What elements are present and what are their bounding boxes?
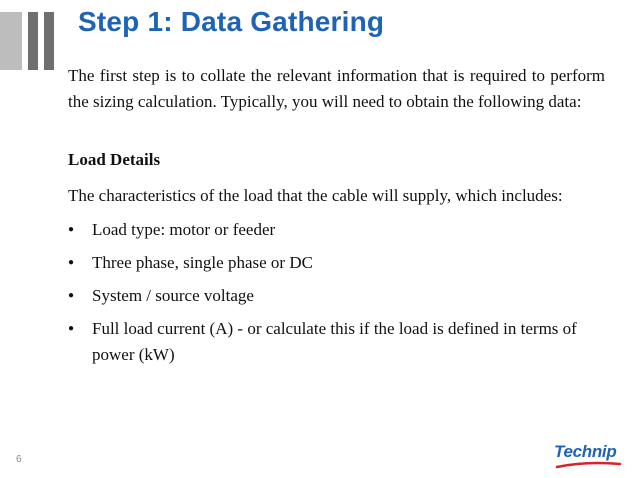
logo-swoosh-icon <box>556 460 622 470</box>
bullet-text: Load type: motor or feeder <box>92 220 276 239</box>
bullet-icon: ● <box>68 257 75 268</box>
bullet-list <box>68 217 605 368</box>
logo-text: Technip <box>554 442 617 461</box>
slide-title: Step 1: Data Gathering <box>78 6 385 37</box>
technip-logo <box>554 440 624 470</box>
bullet-icon: ● <box>68 224 75 235</box>
bullet-text: System / source voltage <box>92 286 254 305</box>
page-number: 6 <box>16 454 22 465</box>
bullet-item <box>68 217 605 243</box>
section-description: The characteristics of the load that the cable will supply, which includes: <box>68 186 563 205</box>
decorative-bar <box>0 12 22 70</box>
decorative-bars <box>0 12 70 80</box>
bullet-item <box>68 316 605 368</box>
bullet-item <box>68 283 605 309</box>
bullet-text: Full load current (A) - or calculate this if the load is defined in terms of power (kW) <box>92 319 577 364</box>
slide-content <box>68 63 605 375</box>
decorative-bar <box>28 12 38 70</box>
intro-paragraph: The first step is to collate the relevant information that is required to perform the sizing calculation. Typically, you will need to obtain the following data: <box>68 66 605 111</box>
bullet-item <box>68 250 605 276</box>
bullet-icon: ● <box>68 323 75 334</box>
bullet-text: Three phase, single phase or DC <box>92 253 313 272</box>
section-heading: Load Details <box>68 150 161 169</box>
bullet-icon: ● <box>68 290 75 301</box>
decorative-bar <box>44 12 54 70</box>
